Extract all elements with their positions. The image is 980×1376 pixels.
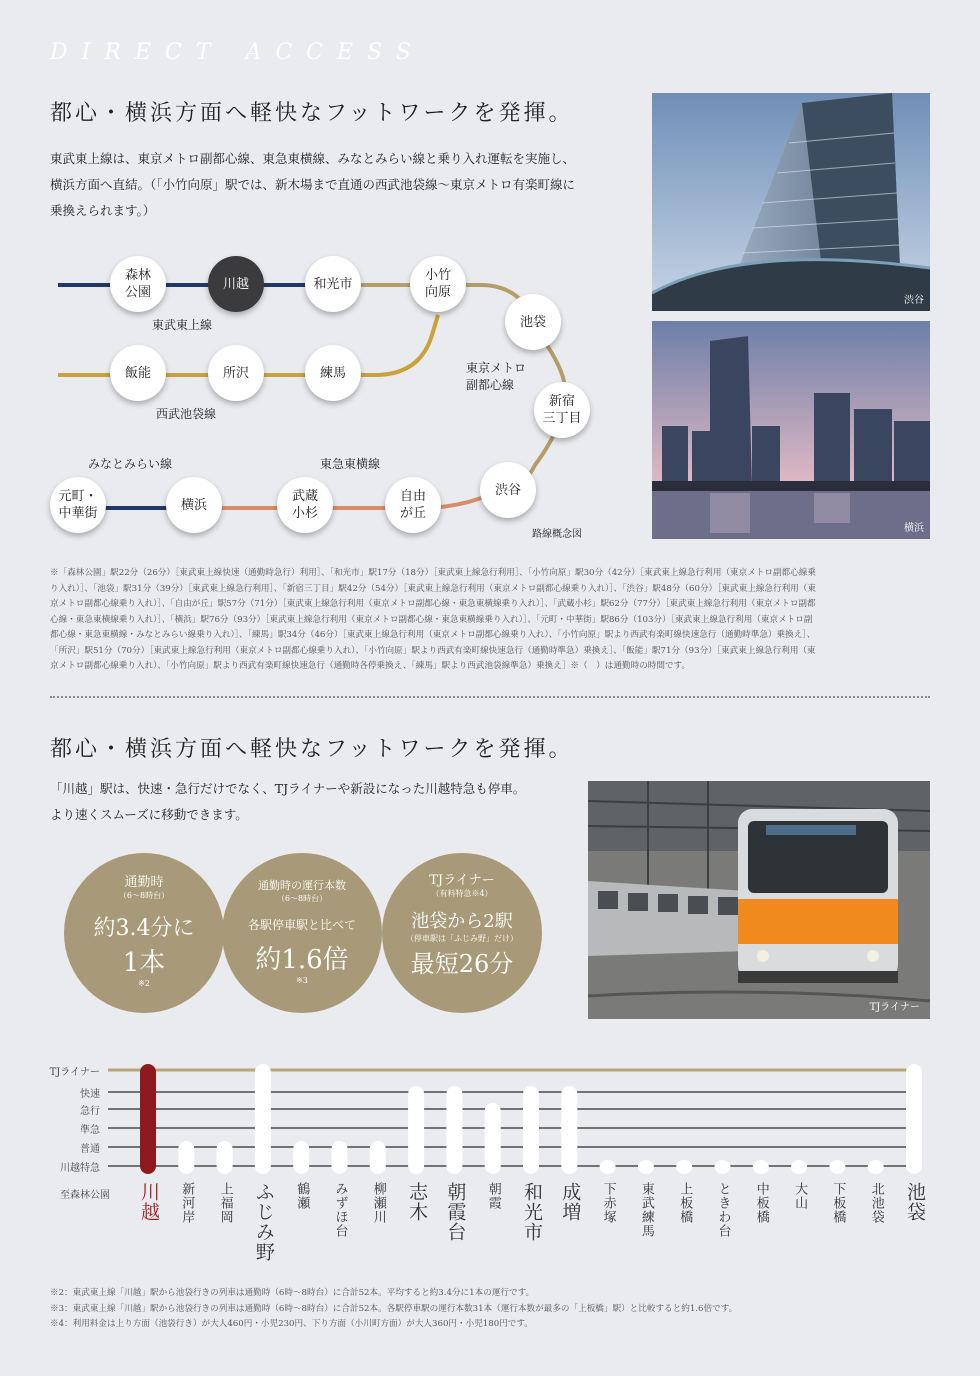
stat-line1: 約3.4分に xyxy=(93,916,195,941)
station-name: 成増 xyxy=(559,1182,582,1222)
station-stop-marker xyxy=(370,1141,386,1174)
note-line: 京メトロ副都心線乗り入れ）、「小竹向原」駅より西武有楽町線快速急行（通勤時各停乗換え、「練馬」駅より西武池袋線準急）乗換え］※（ ）は通勤時の時間です。 xyxy=(50,661,691,671)
station-motomachi-chukagai: 元町・ 中華街 xyxy=(50,477,106,533)
service-label: 急行 xyxy=(80,1106,100,1117)
station-name: 川越 xyxy=(138,1182,160,1222)
service-label: TJライナー xyxy=(49,1067,100,1078)
note-line: ※4：利用料金は上り方面（池袋行き）が大人460円・小児230円、下り方面（小川町方面）が大人360円・小児180円です。 xyxy=(50,1319,533,1329)
station-shinjuku-sanchome: 新宿 三丁目 xyxy=(534,382,590,438)
station-stop-marker xyxy=(906,1064,922,1174)
note-line: り入れ）］、「池袋」駅31分（39分）［東武東上線急行利用］、「新宿三丁目」駅42分（54分）［東武東上線急行利用（東京メトロ副都心線乗り入れ）］、「渋谷」駅48分（60分）［東武東上線急行利用（東 xyxy=(50,583,816,594)
station-name: 志木 xyxy=(406,1182,429,1222)
station-stop-marker xyxy=(868,1160,884,1174)
note-line: ※2：東武東上線「川越」駅から池袋行きの列車は通勤時（6時〜8時台）に合計52本。平均すると約3.4分に1本の運行です。 xyxy=(50,1288,535,1298)
origin-label: 至森林公園 xyxy=(60,1190,110,1201)
station-stop-marker xyxy=(791,1160,807,1174)
station-name: 下赤塚 xyxy=(600,1182,616,1224)
station-morinbayashi: 森林 公園 xyxy=(110,256,166,312)
route-map-caption: 路線概念図 xyxy=(532,529,582,540)
stopping-pattern-lines xyxy=(40,1058,940,1188)
station-stop-marker xyxy=(561,1086,577,1174)
section1-body-line: 横浜方面へ直結。（「小竹向原」駅では、新木場まで直通の西武池袋線〜東京メトロ有楽町線に xyxy=(50,177,576,192)
note-line: 都心線・東急東横線・みなとみらい線乗り入れ）］、「練馬」駅34分（46分）［東武東上線急行利用（東京メトロ副都心線乗り入れ）、「小竹向原」駅より西武有楽町線快速急行（通勤時準急）乗換え］、 xyxy=(50,630,816,640)
stat-subtitle: （6〜8時台） xyxy=(276,894,328,903)
section-divider xyxy=(50,696,930,698)
station-name: 下板橋 xyxy=(830,1182,846,1224)
station-name: みずほ台 xyxy=(332,1182,348,1238)
station-name: ときわ台 xyxy=(715,1182,731,1238)
station-stop-marker xyxy=(140,1064,156,1174)
station-stop-marker xyxy=(217,1141,233,1174)
section1-body-line: 東武東上線は、東京メトロ副都心線、東急東横線、みなとみらい線と乗り入れ運転を実施し、 xyxy=(50,151,576,166)
stat-subtitle: （6〜8時台） xyxy=(118,891,170,900)
stat-line2: 約1.6倍 xyxy=(255,945,349,975)
note-line: ※3：東武東上線「川越」駅から池袋行きの列車は通勤時（6時〜8時台）に合計52本。各駅停車駅の運行本数31本（運行本数が最多の「上板橋」駅）と比較すると約1.6倍です。 xyxy=(50,1303,738,1314)
station-name: 北池袋 xyxy=(868,1182,884,1224)
stopping-pattern-chart xyxy=(40,1058,940,1268)
station-name: 朝霞 xyxy=(485,1182,501,1210)
section1-body xyxy=(50,146,640,224)
stat-service-count xyxy=(222,853,382,1013)
section2-heading: 都心・横浜方面へ軽快なフットワークを発揮。 xyxy=(50,737,574,762)
yokohama-photo xyxy=(652,321,930,539)
station-name: 朝霞台 xyxy=(444,1182,467,1242)
stat-line1-note: （停車駅は「ふじみ野」だけ） xyxy=(406,934,518,943)
label-tobu-tojo: 東武東上線 xyxy=(152,318,213,332)
shibuya-photo-caption: 渋谷 xyxy=(904,295,924,306)
station-stop-marker xyxy=(638,1160,654,1174)
label-fukutoshin: 東京メトロ 副都心線 xyxy=(466,361,527,392)
tj-liner-photo-caption: TJライナー xyxy=(869,1002,920,1013)
station-nerima: 練馬 xyxy=(305,345,361,401)
stat-subtitle: （有料特急※4） xyxy=(431,889,493,898)
yokohama-photo-caption: 横浜 xyxy=(904,523,924,534)
station-name: 中板橋 xyxy=(753,1182,769,1224)
station-name: 上板橋 xyxy=(677,1182,693,1224)
station-name: 東武練馬 xyxy=(638,1182,654,1238)
stat-note: ※3 xyxy=(296,976,308,985)
station-name: ふじみ野 xyxy=(252,1182,275,1262)
station-stop-marker xyxy=(676,1160,692,1174)
station-name: 新河岸 xyxy=(179,1182,195,1224)
note-line: 京メトロ副都心線乗り入れ）］、「自由が丘」駅57分（71分）［東武東上線急行利用（東京メトロ副都心線・東急東横線乗り入れ）］、「武蔵小杉」駅62分（77分）［東武東上線急行利用（東京メトロ副都 xyxy=(50,599,816,609)
station-stop-marker xyxy=(485,1103,501,1174)
stat-line2: 最短26分 xyxy=(410,950,514,978)
station-name: 池袋 xyxy=(904,1182,926,1222)
station-yokohama: 横浜 xyxy=(166,477,222,533)
stat-frequency xyxy=(64,853,224,1013)
section1-notes xyxy=(50,566,930,675)
station-musashikosugi: 武蔵 小杉 xyxy=(277,477,333,533)
stat-note: ※2 xyxy=(138,979,150,988)
label-seibu-ikebukuro: 西武池袋線 xyxy=(156,407,217,421)
station-stop-marker xyxy=(829,1160,845,1174)
station-stop-marker xyxy=(408,1086,424,1174)
station-stop-marker xyxy=(753,1160,769,1174)
station-name: 大山 xyxy=(792,1182,808,1210)
station-name: 鶴瀬 xyxy=(294,1182,310,1210)
section1-heading: 都心・横浜方面へ軽快なフットワークを発揮。 xyxy=(50,101,574,126)
station-stop-marker xyxy=(523,1086,539,1174)
stat-title: 通勤時 xyxy=(124,875,164,890)
section2-body-line: 「川越」駅は、快速・急行だけでなく、TJライナーや新設になった川越特急も停車。 xyxy=(50,781,526,796)
station-stop-marker xyxy=(600,1160,616,1174)
service-label: 川越特急 xyxy=(60,1163,100,1174)
note-line: 心線・東急東横線乗り入れ）］、「横浜」駅76分（93分）［東武東上線急行利用（東京メトロ副都心線・東急東横線乗り入れ）］、「元町・中華街」駅86分（103分）［東武東上線急行利用（東京メトロ副 xyxy=(50,614,813,625)
station-tokorozawa: 所沢 xyxy=(208,345,264,401)
label-tokyu-toyoko: 東急東横線 xyxy=(320,457,381,471)
station-wakoshi: 和光市 xyxy=(305,256,361,312)
station-ikebukuro: 池袋 xyxy=(505,294,561,350)
station-stop-marker xyxy=(332,1141,348,1174)
stat-tj-liner xyxy=(382,853,542,1013)
label-minatomirai: みなとみらい線 xyxy=(88,457,173,471)
tj-liner-photo xyxy=(588,781,930,1019)
section2-notes xyxy=(50,1286,930,1333)
route-map xyxy=(40,240,600,550)
station-hanno: 飯能 xyxy=(110,345,166,401)
station-name: 上福岡 xyxy=(217,1182,233,1224)
service-label: 普通 xyxy=(80,1144,100,1155)
station-shibuya: 渋谷 xyxy=(480,462,536,518)
section2-body xyxy=(50,776,570,828)
station-stop-marker xyxy=(178,1141,194,1174)
note-line: ※「森林公園」駅22分（26分）［東武東上線快速（通勤時急行）利用］、「和光市」駅17分（18分）［東武東上線急行利用］、「小竹向原」駅30分（42分）［東武東上線急行利用（東京メトロ副都心線乗 xyxy=(50,568,816,578)
tokyu-toyoko-line xyxy=(180,492,495,508)
station-kotake-mukaihara: 小竹 向原 xyxy=(410,256,466,312)
service-label: 快速 xyxy=(80,1089,100,1100)
stat-title: TJライナー xyxy=(429,873,495,888)
station-name: 和光市 xyxy=(521,1182,543,1242)
stat-line2: 1本 xyxy=(122,948,166,978)
shibuya-photo xyxy=(652,93,930,311)
note-line: 「所沢」駅51分（70分）［東武東上線急行利用（東京メトロ副都心線乗り入れ）、「小竹向原」駅より西武有楽町線快速急行（通勤時準急）乗換え］、「飯能」駅71分（93分）［東武東上線急行利用（東 xyxy=(50,645,816,656)
stat-line1: 池袋から2駅 xyxy=(411,911,513,932)
service-label: 準急 xyxy=(80,1125,100,1136)
station-stop-marker xyxy=(293,1141,309,1174)
station-kawagoe: 川越 xyxy=(208,256,264,312)
station-jiyugaoka: 自由 が丘 xyxy=(385,477,441,533)
stat-line1: 各駅停車駅と比べて xyxy=(247,918,356,932)
station-name: 柳瀬川 xyxy=(370,1182,386,1224)
section-eyebrow: DIRECT ACCESS xyxy=(50,40,425,65)
station-stop-marker xyxy=(446,1086,462,1174)
section1-body-line: 乗換えられます。） xyxy=(50,203,156,218)
station-stop-marker xyxy=(715,1160,731,1174)
section2-body-line: より速くスムーズに移動できます。 xyxy=(50,807,248,822)
station-stop-marker xyxy=(255,1064,271,1174)
stat-title: 通勤時の運行本数 xyxy=(258,879,346,892)
